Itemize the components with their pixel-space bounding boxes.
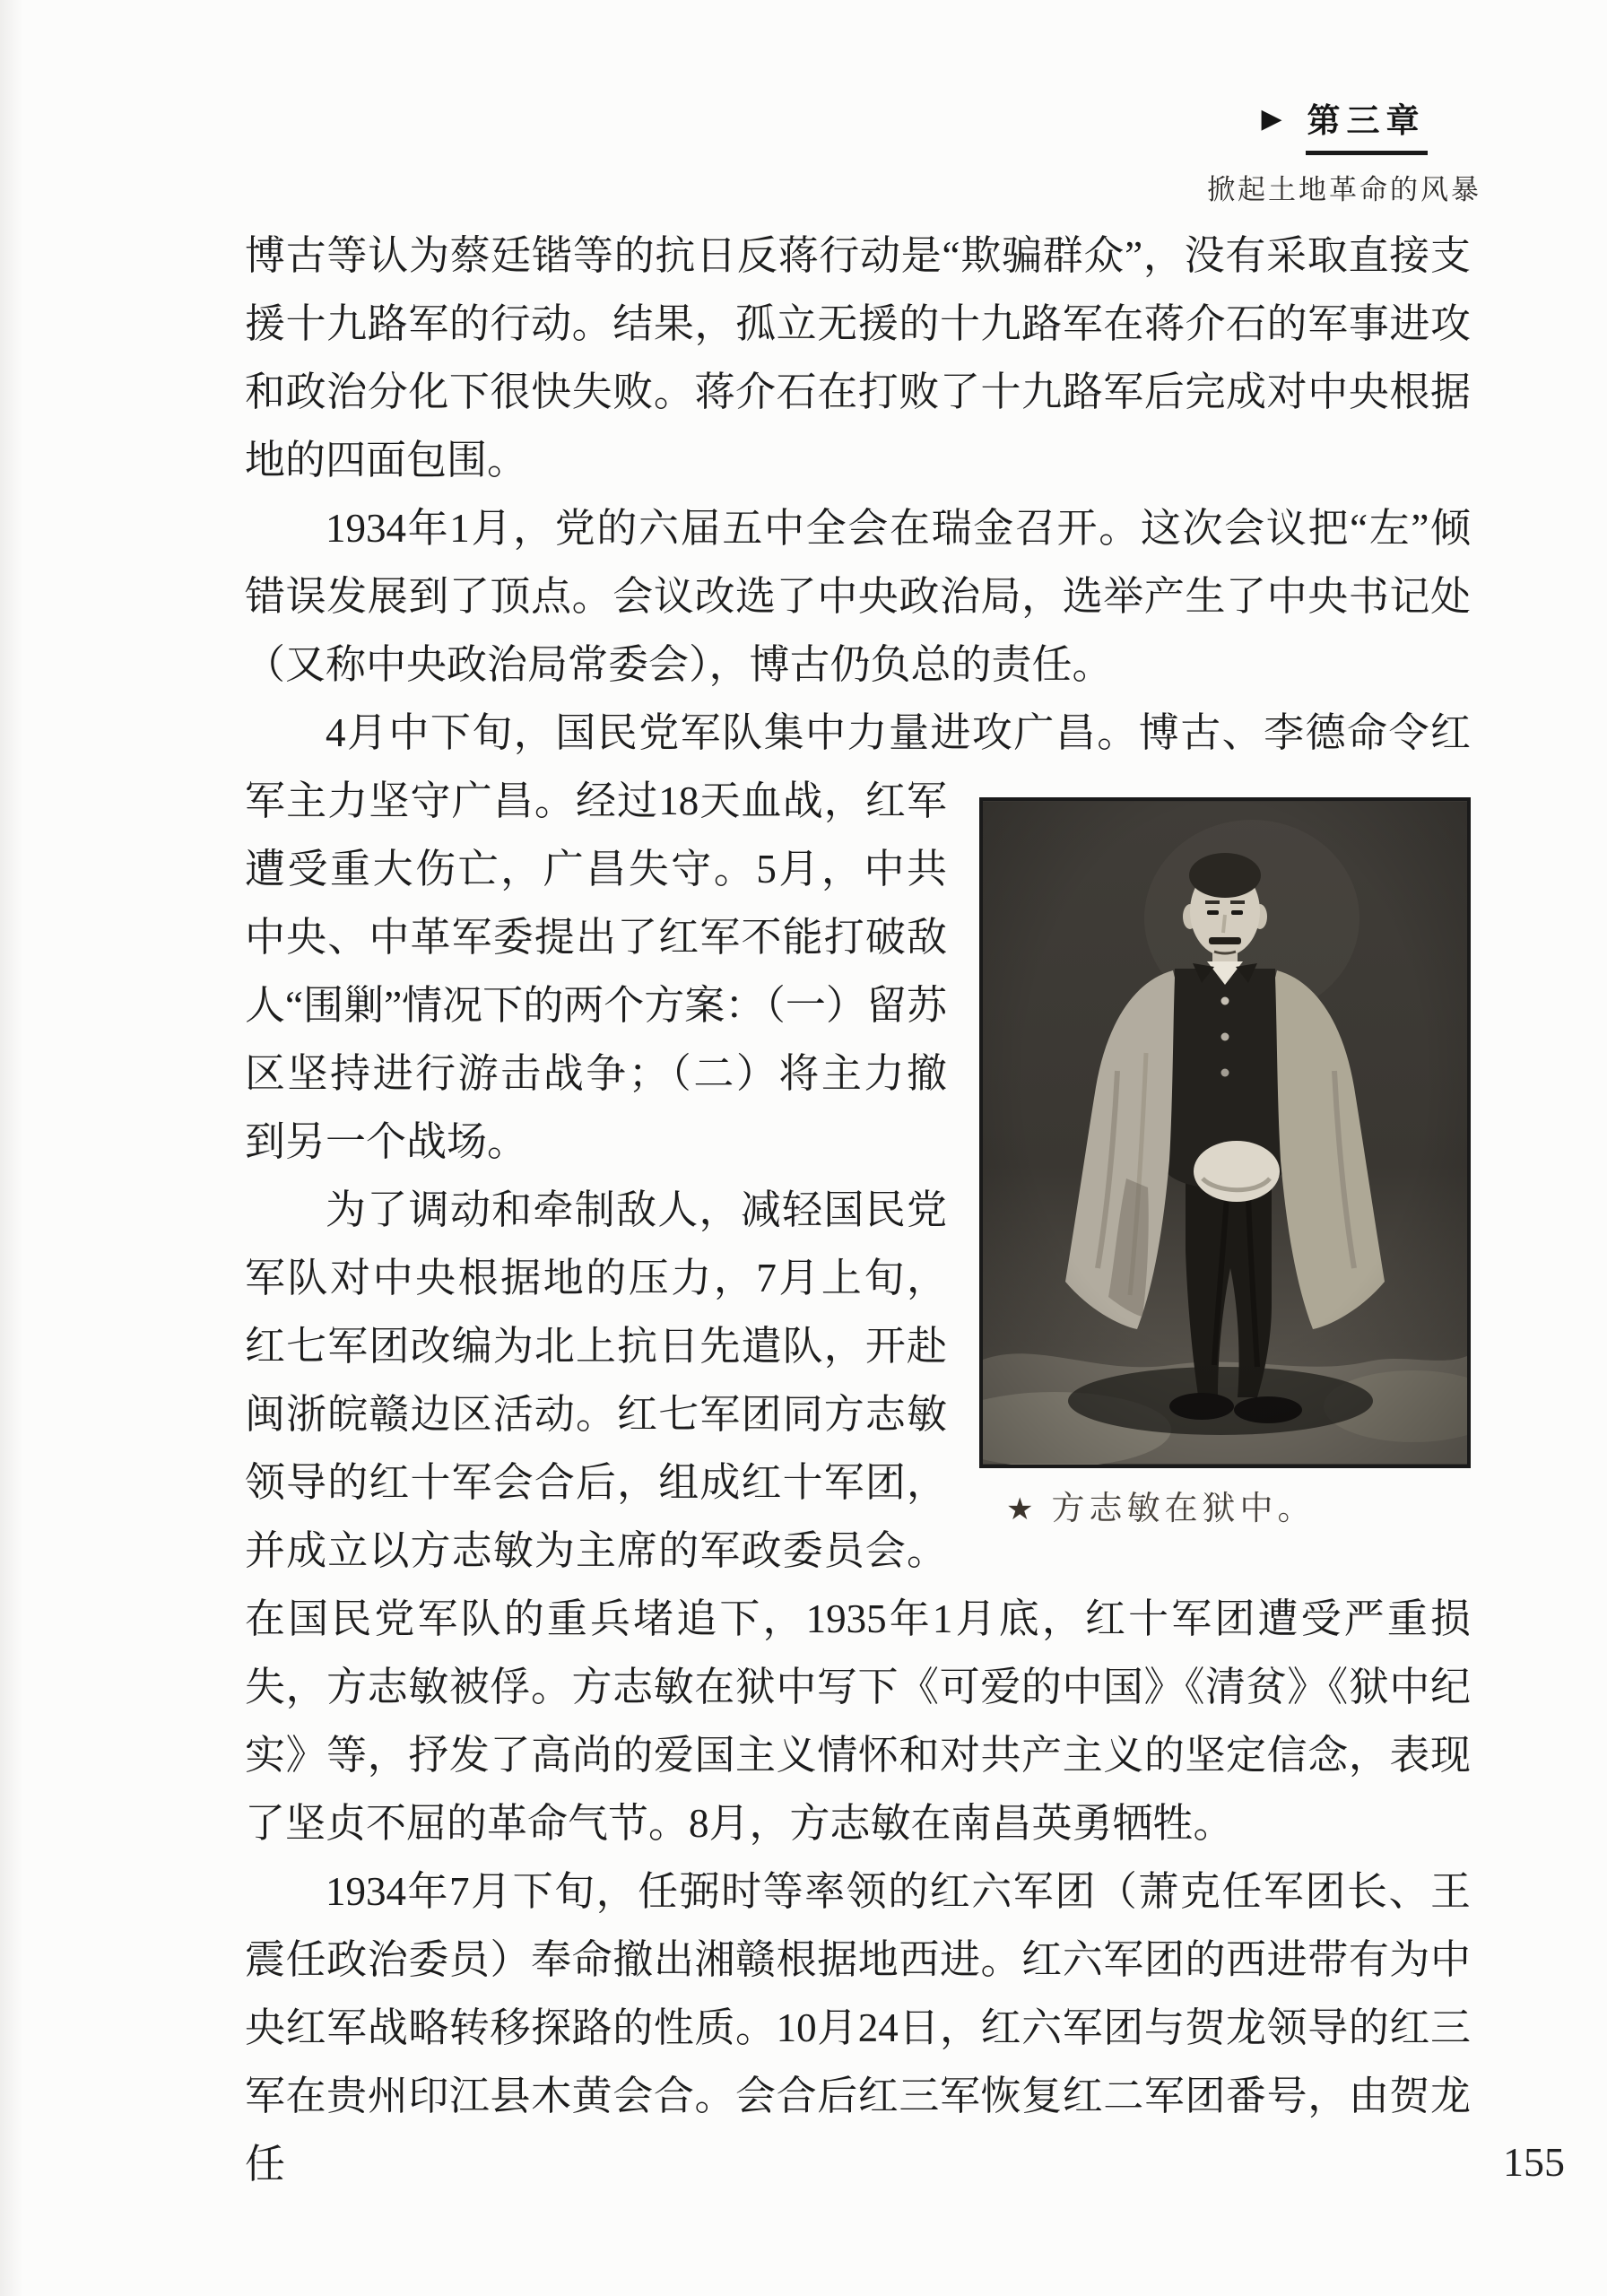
- paragraph-3-lead: 4月中下旬，国民党军队集中力量进攻广昌。博古、李德命令红: [326, 710, 1471, 755]
- chapter-number: 第三章: [1306, 93, 1428, 155]
- chapter-subtitle: 掀起土地革命的风暴: [1207, 174, 1481, 205]
- page-body: [245, 222, 1471, 2198]
- chapter-title-row: [1202, 93, 1487, 155]
- body-paragraph-4: 为了调动和牵制敌人，减轻国民党军队对中央根据地的压力，7月上旬，红七军团改编为北上抗日先遣队，开赴闽浙皖赣边区活动。红七军团同方志敏领导的红十军会合后，组成红十军团，并成立以方志敏为主席的军政委员会。在国民党军队的重兵堵追下，1935年1月底，红十军团遭受严重损失，方志敏被俘。方志敏在狱中写下《可爱的中国》《清贫》《狱中纪实》等，抒发了高尚的爱国主义情怀和对共产主义的坚定信念，表现了坚贞不屈的革命气节。8月，方志敏在南昌英勇牺牲。: [245, 1187, 1471, 1846]
- prisoner-photo: [979, 797, 1471, 1468]
- scan-edge-shadow: [0, 0, 23, 2296]
- page-number: 155: [1503, 2139, 1565, 2185]
- body-paragraph-5: 1934年7月下旬，任弼时等率领的红六军团（萧克任军团长、王震任政治委员）奉命撤出湘赣根据地西进。红六军团的西进带有为中央红军战略转移探路的性质。10月24日，红六军团与贺龙领导的红三军在贵州印江县木黄会合。会合后红三军恢复红二军团番号，由贺龙任: [245, 1869, 1471, 2187]
- photo-caption-row: [979, 1488, 1471, 1532]
- body-paragraph-2: 1934年1月，党的六届五中全会在瑞金召开。这次会议把“左”倾错误发展到了顶点。会议改选了中央政治局，选举产生了中央书记处（又称中央政治局常委会），博古仍负总的责任。: [245, 506, 1471, 687]
- chapter-header: [1202, 93, 1487, 207]
- prisoner-photo-illustration: [983, 801, 1467, 1465]
- figure-fang-zhimin: [979, 797, 1471, 1532]
- caption-star-icon: ★: [1006, 1493, 1034, 1526]
- photo-caption: 方志敏在狱中。: [1051, 1491, 1316, 1527]
- paragraph-3-rest: 军主力坚守广昌。经过18天血战，红军遭受重大伤亡，广昌失守。5月，中共中央、中革军委提出了红军不能打破敌人“围剿”情况下的两个方案：（一）留苏区坚持进行游击战争；（二）将主力撤到另一个战场。: [245, 778, 947, 1164]
- body-paragraph-1: 博古等认为蔡廷锴等的抗日反蒋行动是“欺骗群众”，没有采取直接支援十九路军的行动。结果，孤立无援的十九路军在蒋介石的军事进攻和政治分化下很快失败。蒋介石在打败了十九路军后完成对中央根据地的四面包围。: [245, 233, 1471, 483]
- chapter-arrow-icon: ▶: [1261, 103, 1282, 134]
